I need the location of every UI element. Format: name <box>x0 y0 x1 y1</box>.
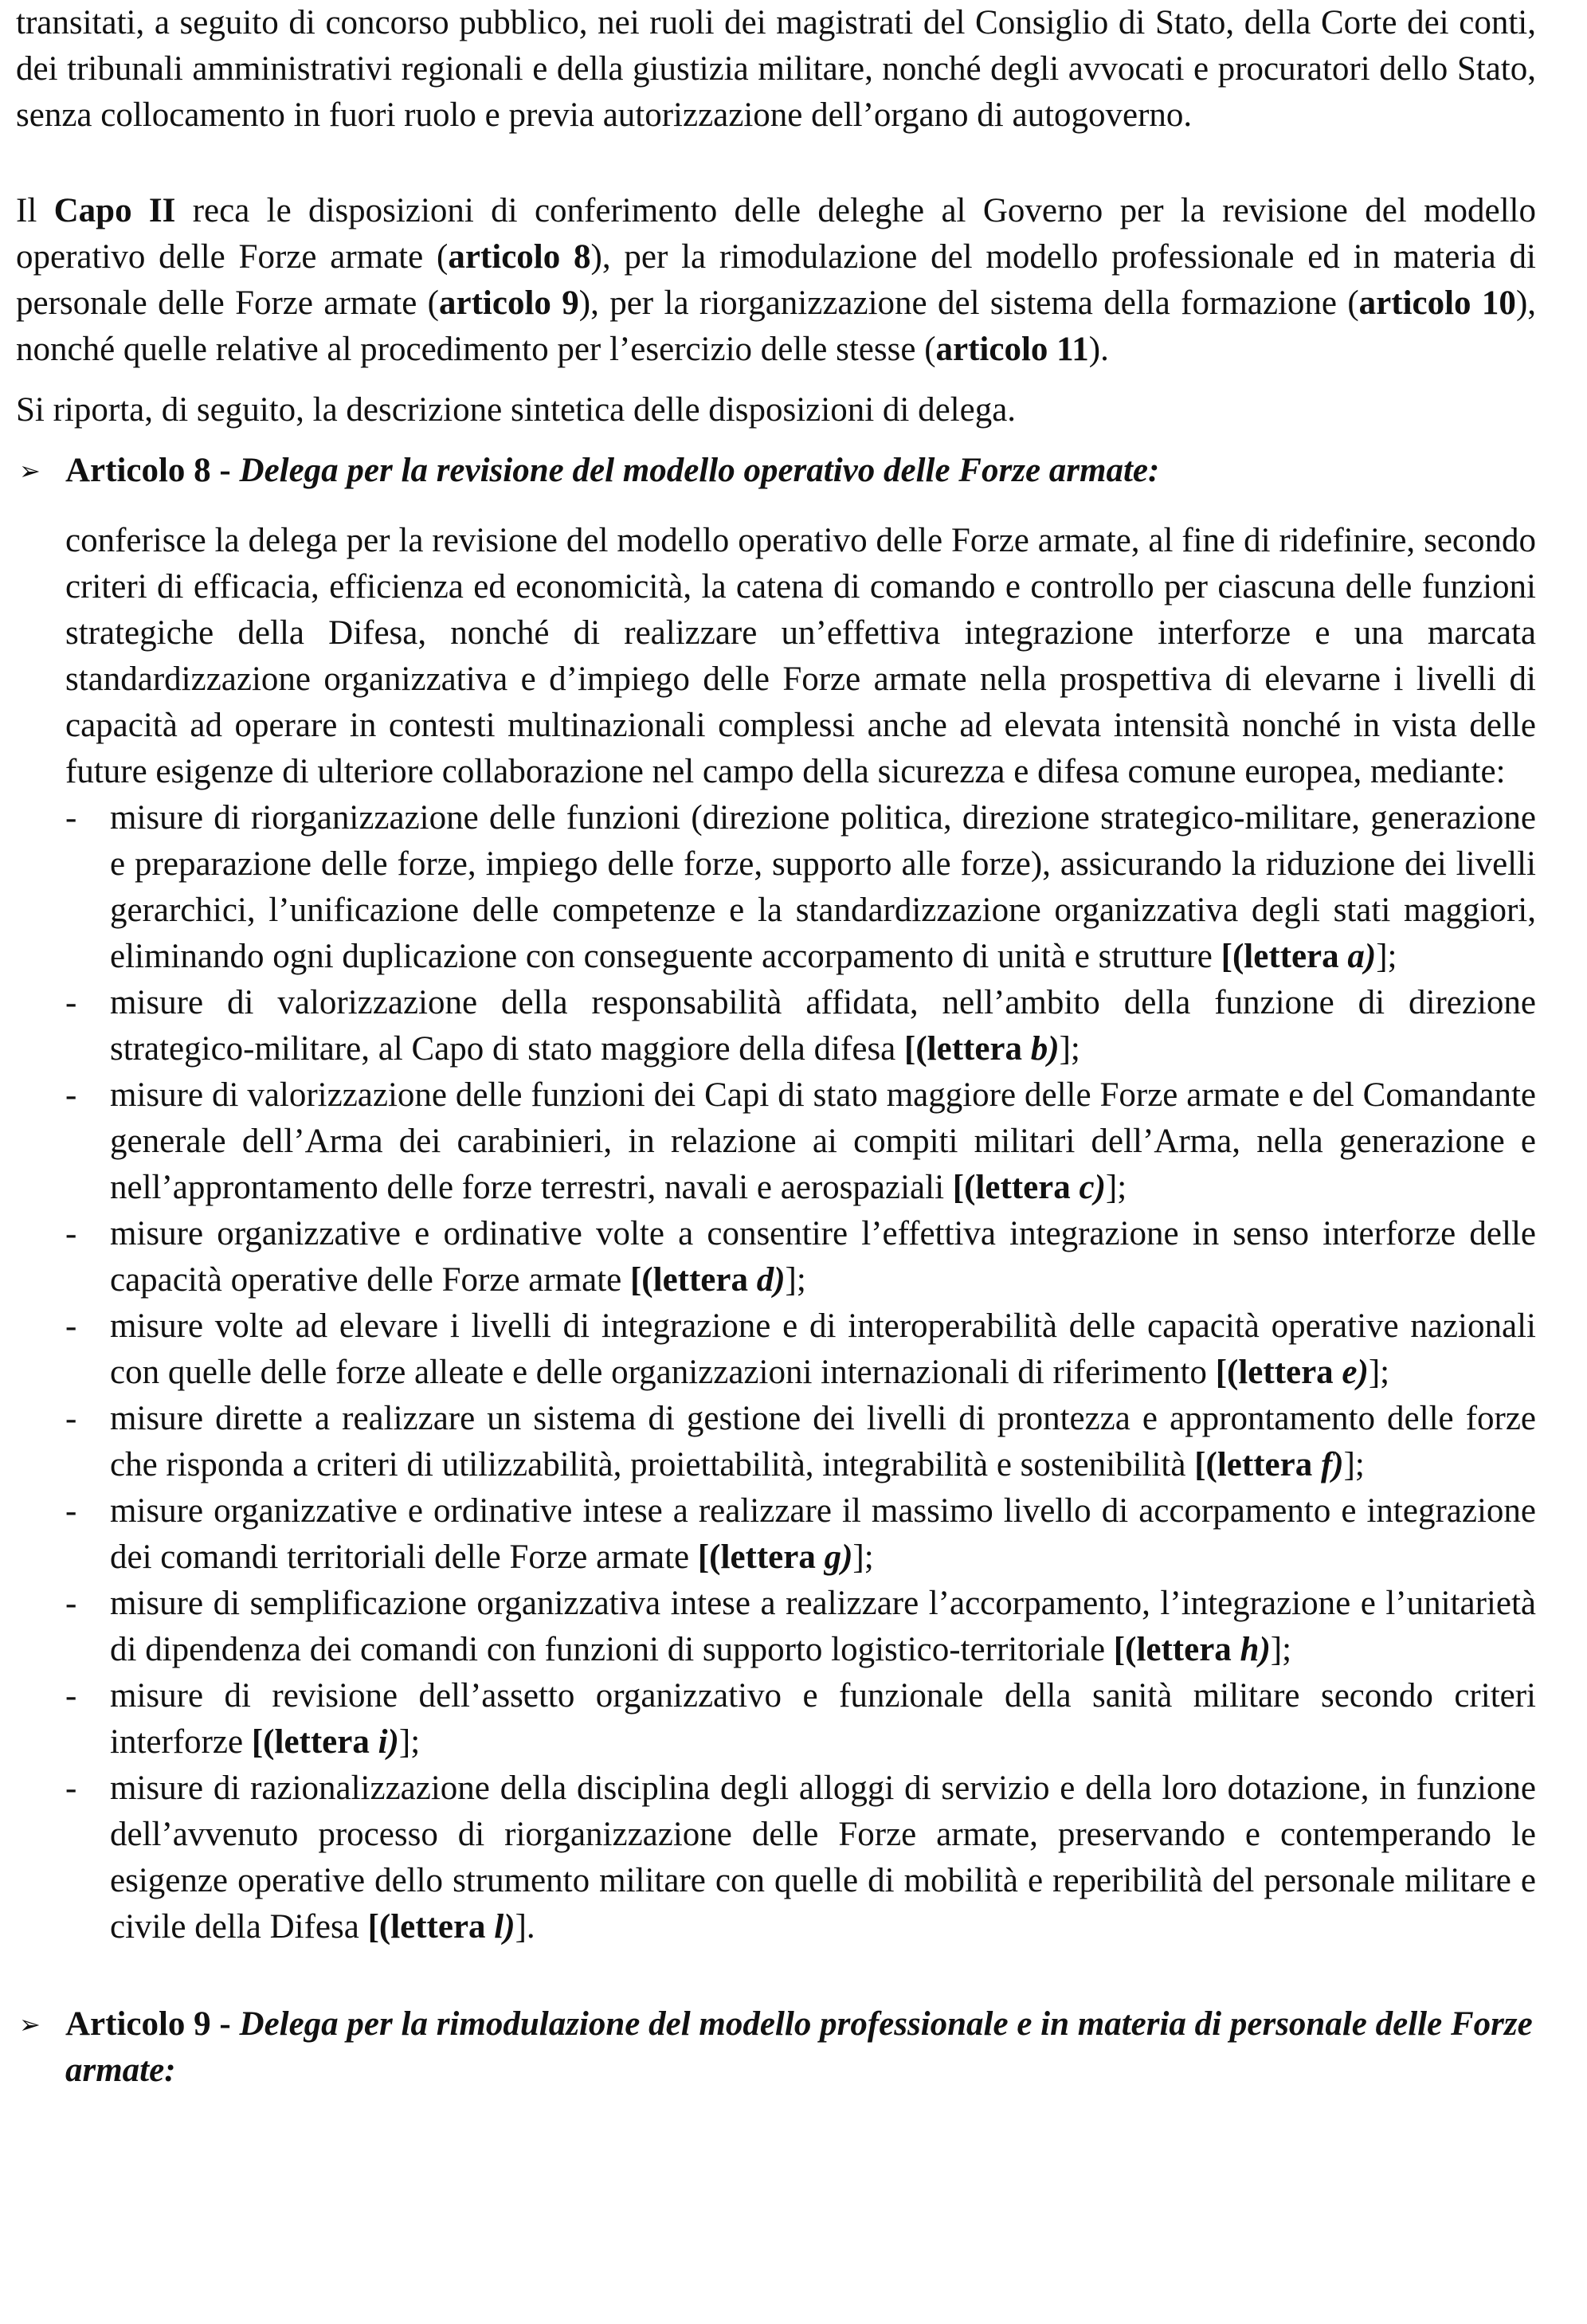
letter-ref-letter: a) <box>1347 938 1377 975</box>
dash-bullet-icon: - <box>65 1215 77 1252</box>
measure-text: misure di razionalizzazione della disciplina degli alloggi di servizio e della loro dotazione, in funzione dell’avvenuto processo di riorganizzazione delle Forze armate, preservando e contemperando le esigenze operative dello strumento militare con quelle di mobilità e reperibilità del personale militare e civile della Difesa <box>110 1769 1536 1946</box>
measure-list-item <box>65 1766 1536 1950</box>
article-8-body: conferisce la delega per la revisione del modello operativo delle Forze armate, al fine di ridefinire, secondo criteri di efficacia, efficienza ed economicità, la catena di comando e controllo per ciascuna delle funzioni strategiche della Difesa, nonché di realizzare un’effettiva integrazione interforze e una marcata standardizzazione organizzativa e d’impiego delle Forze armate nella prospettiva di elevarne i livelli di capacità ad operare in contesti multinazionali complessi anche ad elevata intensità nonché in vista delle future esigenze di ulteriore collaborazione nel campo della sicurezza e difesa comune europea, mediante: <box>65 522 1536 790</box>
letter-ref-close: ]; <box>1059 1030 1080 1068</box>
summary-line: Si riporta, di seguito, la descrizione sintetica delle disposizioni di delega. <box>16 391 1017 429</box>
letter-ref-label: lettera <box>274 1723 378 1761</box>
article-9-number: Articolo 9 - <box>65 2005 240 2043</box>
text-run: ), per la riorganizzazione del sistema della formazione ( <box>578 284 1359 322</box>
letter-ref-close: ]; <box>785 1261 806 1299</box>
article-8-heading <box>16 448 1536 494</box>
letter-ref-letter: b) <box>1030 1030 1060 1068</box>
letter-ref-open: [( <box>1113 1631 1137 1668</box>
arrow-bullet-icon: ➢ <box>19 2010 41 2039</box>
letter-ref-close: ]; <box>1368 1354 1390 1391</box>
measure-list-item <box>65 1396 1536 1488</box>
article-8-title-suffix: : <box>1148 452 1160 489</box>
letter-ref-open: [( <box>697 1538 721 1576</box>
measure-text: misure organizzative e ordinative volte a consentire l’effettiva integrazione in senso interforze delle capacità operative delle Forze armate <box>110 1215 1536 1299</box>
measure-list-item <box>65 1303 1536 1396</box>
measure-text: misure di valorizzazione delle funzioni dei Capi di stato maggiore delle Forze armate e del Comandante generale dell’Arma dei carabinieri, in relazione ai compiti militari dell’Arma, nella generazione e nell’approntamento delle forze terrestri, navali e aerospaziali <box>110 1076 1536 1206</box>
measure-text: misure di semplificazione organizzativa intese a realizzare l’accorpamento, l’integrazione e l’unitarietà di dipendenza dei comandi con funzioni di supporto logistico-territoriale <box>110 1585 1536 1668</box>
article-ref: articolo 8 <box>448 238 591 276</box>
letter-ref-letter: h) <box>1240 1631 1271 1668</box>
letter-ref-close: ]; <box>398 1723 421 1761</box>
letter-ref-label: lettera <box>975 1169 1080 1206</box>
letter-ref-letter: e) <box>1342 1354 1369 1391</box>
measure-list-item <box>65 1581 1536 1673</box>
letter-ref-label: lettera <box>390 1908 495 1946</box>
letter-ref-label: lettera <box>1136 1631 1240 1668</box>
arrow-bullet-icon: ➢ <box>19 457 41 485</box>
dash-bullet-icon: - <box>65 1585 77 1622</box>
article-9-heading <box>16 2001 1536 2094</box>
letter-ref-close: ]; <box>1343 1446 1365 1483</box>
letter-ref-close: ]; <box>1105 1169 1127 1206</box>
article-ref: articolo 9 <box>439 284 579 322</box>
measure-list-item <box>65 980 1536 1072</box>
article-8-measures-list <box>16 795 1536 1950</box>
measure-text: misure di revisione dell’assetto organizzativo e funzionale della sanità militare secondo criteri interforze <box>110 1677 1536 1761</box>
measure-list-item <box>65 795 1536 980</box>
letter-ref-label: lettera <box>1244 938 1348 975</box>
measure-list-item <box>65 1673 1536 1766</box>
letter-ref-letter: i) <box>378 1723 399 1761</box>
letter-ref-open: [( <box>251 1723 275 1761</box>
intro-paragraph: transitati, a seguito di concorso pubblico, nei ruoli dei magistrati del Consiglio di Stato, della Corte dei conti, dei tribunali amministrativi regionali e della giustizia militare, nonché degli avvocati e procuratori dello Stato, senza collocamento in fuori ruolo e previa autorizzazione dell’organo di autogoverno. <box>16 4 1536 134</box>
letter-ref-open: [( <box>904 1030 927 1068</box>
letter-ref-label: lettera <box>927 1030 1031 1068</box>
dash-bullet-icon: - <box>65 984 77 1021</box>
dash-bullet-icon: - <box>65 1076 77 1114</box>
letter-ref-open: [( <box>1194 1446 1217 1483</box>
measure-text: misure organizzative e ordinative intese a realizzare il massimo livello di accorpamento e integrazione dei comandi territoriali delle Forze armate <box>110 1492 1536 1576</box>
letter-ref-label: lettera <box>720 1538 825 1576</box>
article-9-heading-text <box>65 2001 1536 2094</box>
article-8-number: Articolo 8 - <box>65 452 240 489</box>
letter-ref-open: [( <box>367 1908 391 1946</box>
letter-ref-label: lettera <box>1217 1446 1321 1483</box>
article-9-title: Delega per la rimodulazione del modello professionale e in materia di personale delle Forze armate: <box>65 2005 1533 2089</box>
letter-ref-close: ]; <box>1270 1631 1292 1668</box>
dash-bullet-icon: - <box>65 1492 77 1530</box>
dash-bullet-icon: - <box>65 1400 77 1437</box>
letter-ref-letter: c) <box>1079 1169 1106 1206</box>
measure-text: misure dirette a realizzare un sistema di gestione dei livelli di prontezza e approntamento delle forze che risponda a criteri di utilizzabilità, proiettabilità, integrabilità e sostenibilità <box>110 1400 1536 1483</box>
letter-ref-close: ]; <box>852 1538 874 1576</box>
letter-ref-letter: d) <box>756 1261 786 1299</box>
letter-ref-letter: g) <box>824 1538 853 1576</box>
article-ref: articolo 10 <box>1358 284 1516 322</box>
letter-ref-open: [( <box>629 1261 653 1299</box>
article-ref: articolo 11 <box>935 331 1089 368</box>
capo-ii-label: Capo II <box>53 192 176 229</box>
dash-bullet-icon: - <box>65 799 77 837</box>
letter-ref-open: [( <box>1221 938 1244 975</box>
letter-ref-letter: f) <box>1320 1446 1344 1483</box>
capo-paragraph <box>16 188 1536 373</box>
letter-ref-close: ]; <box>1376 938 1397 975</box>
article-8-title: Delega per la revisione del modello operativo delle Forze armate <box>239 452 1149 489</box>
text-run: reca le disposizioni di conferimento delle deleghe al Governo per la revisione del modello operativo delle Forze armate ( <box>16 192 1536 276</box>
dash-bullet-icon: - <box>65 1307 77 1345</box>
measure-text: misure di valorizzazione della responsabilità affidata, nell’ambito della funzione di direzione strategico-militare, al Capo di stato maggiore della difesa <box>110 984 1536 1068</box>
measure-text: misure di riorganizzazione delle funzioni (direzione politica, direzione strategico-militare, generazione e preparazione delle forze, impiego delle forze, supporto alle forze), assicurando la riduzione dei livelli gerarchici, l’unificazione delle competenze e la standardizzazione organizzativa degli stati maggiori, eliminando ogni duplicazione con conseguente accorpamento di unità e strutture <box>110 799 1536 975</box>
measure-list-item <box>65 1211 1536 1303</box>
measure-text: misure volte ad elevare i livelli di integrazione e di interoperabilità delle capacità operative nazionali con quelle delle forze alleate e delle organizzazioni internazionali di riferimento <box>110 1307 1536 1391</box>
measure-list-item <box>65 1488 1536 1581</box>
letter-ref-letter: l) <box>494 1908 515 1946</box>
text-run: ), nonché quelle relative al procedimento per l’esercizio delle stesse ( <box>16 284 1537 368</box>
letter-ref-label: lettera <box>1238 1354 1342 1391</box>
measure-list-item <box>65 1072 1536 1211</box>
text-run: ), per la rimodulazione del modello professionale ed in materia di personale delle Forze armate ( <box>16 238 1536 322</box>
letter-ref-open: [( <box>1215 1354 1239 1391</box>
letter-ref-open: [( <box>952 1169 976 1206</box>
dash-bullet-icon: - <box>65 1769 77 1807</box>
article-8-heading-text <box>65 448 1536 494</box>
text-run: Il <box>16 192 54 229</box>
dash-bullet-icon: - <box>65 1677 77 1715</box>
letter-ref-close: ]. <box>515 1908 535 1946</box>
text-run: ). <box>1088 331 1109 368</box>
letter-ref-label: lettera <box>652 1261 757 1299</box>
